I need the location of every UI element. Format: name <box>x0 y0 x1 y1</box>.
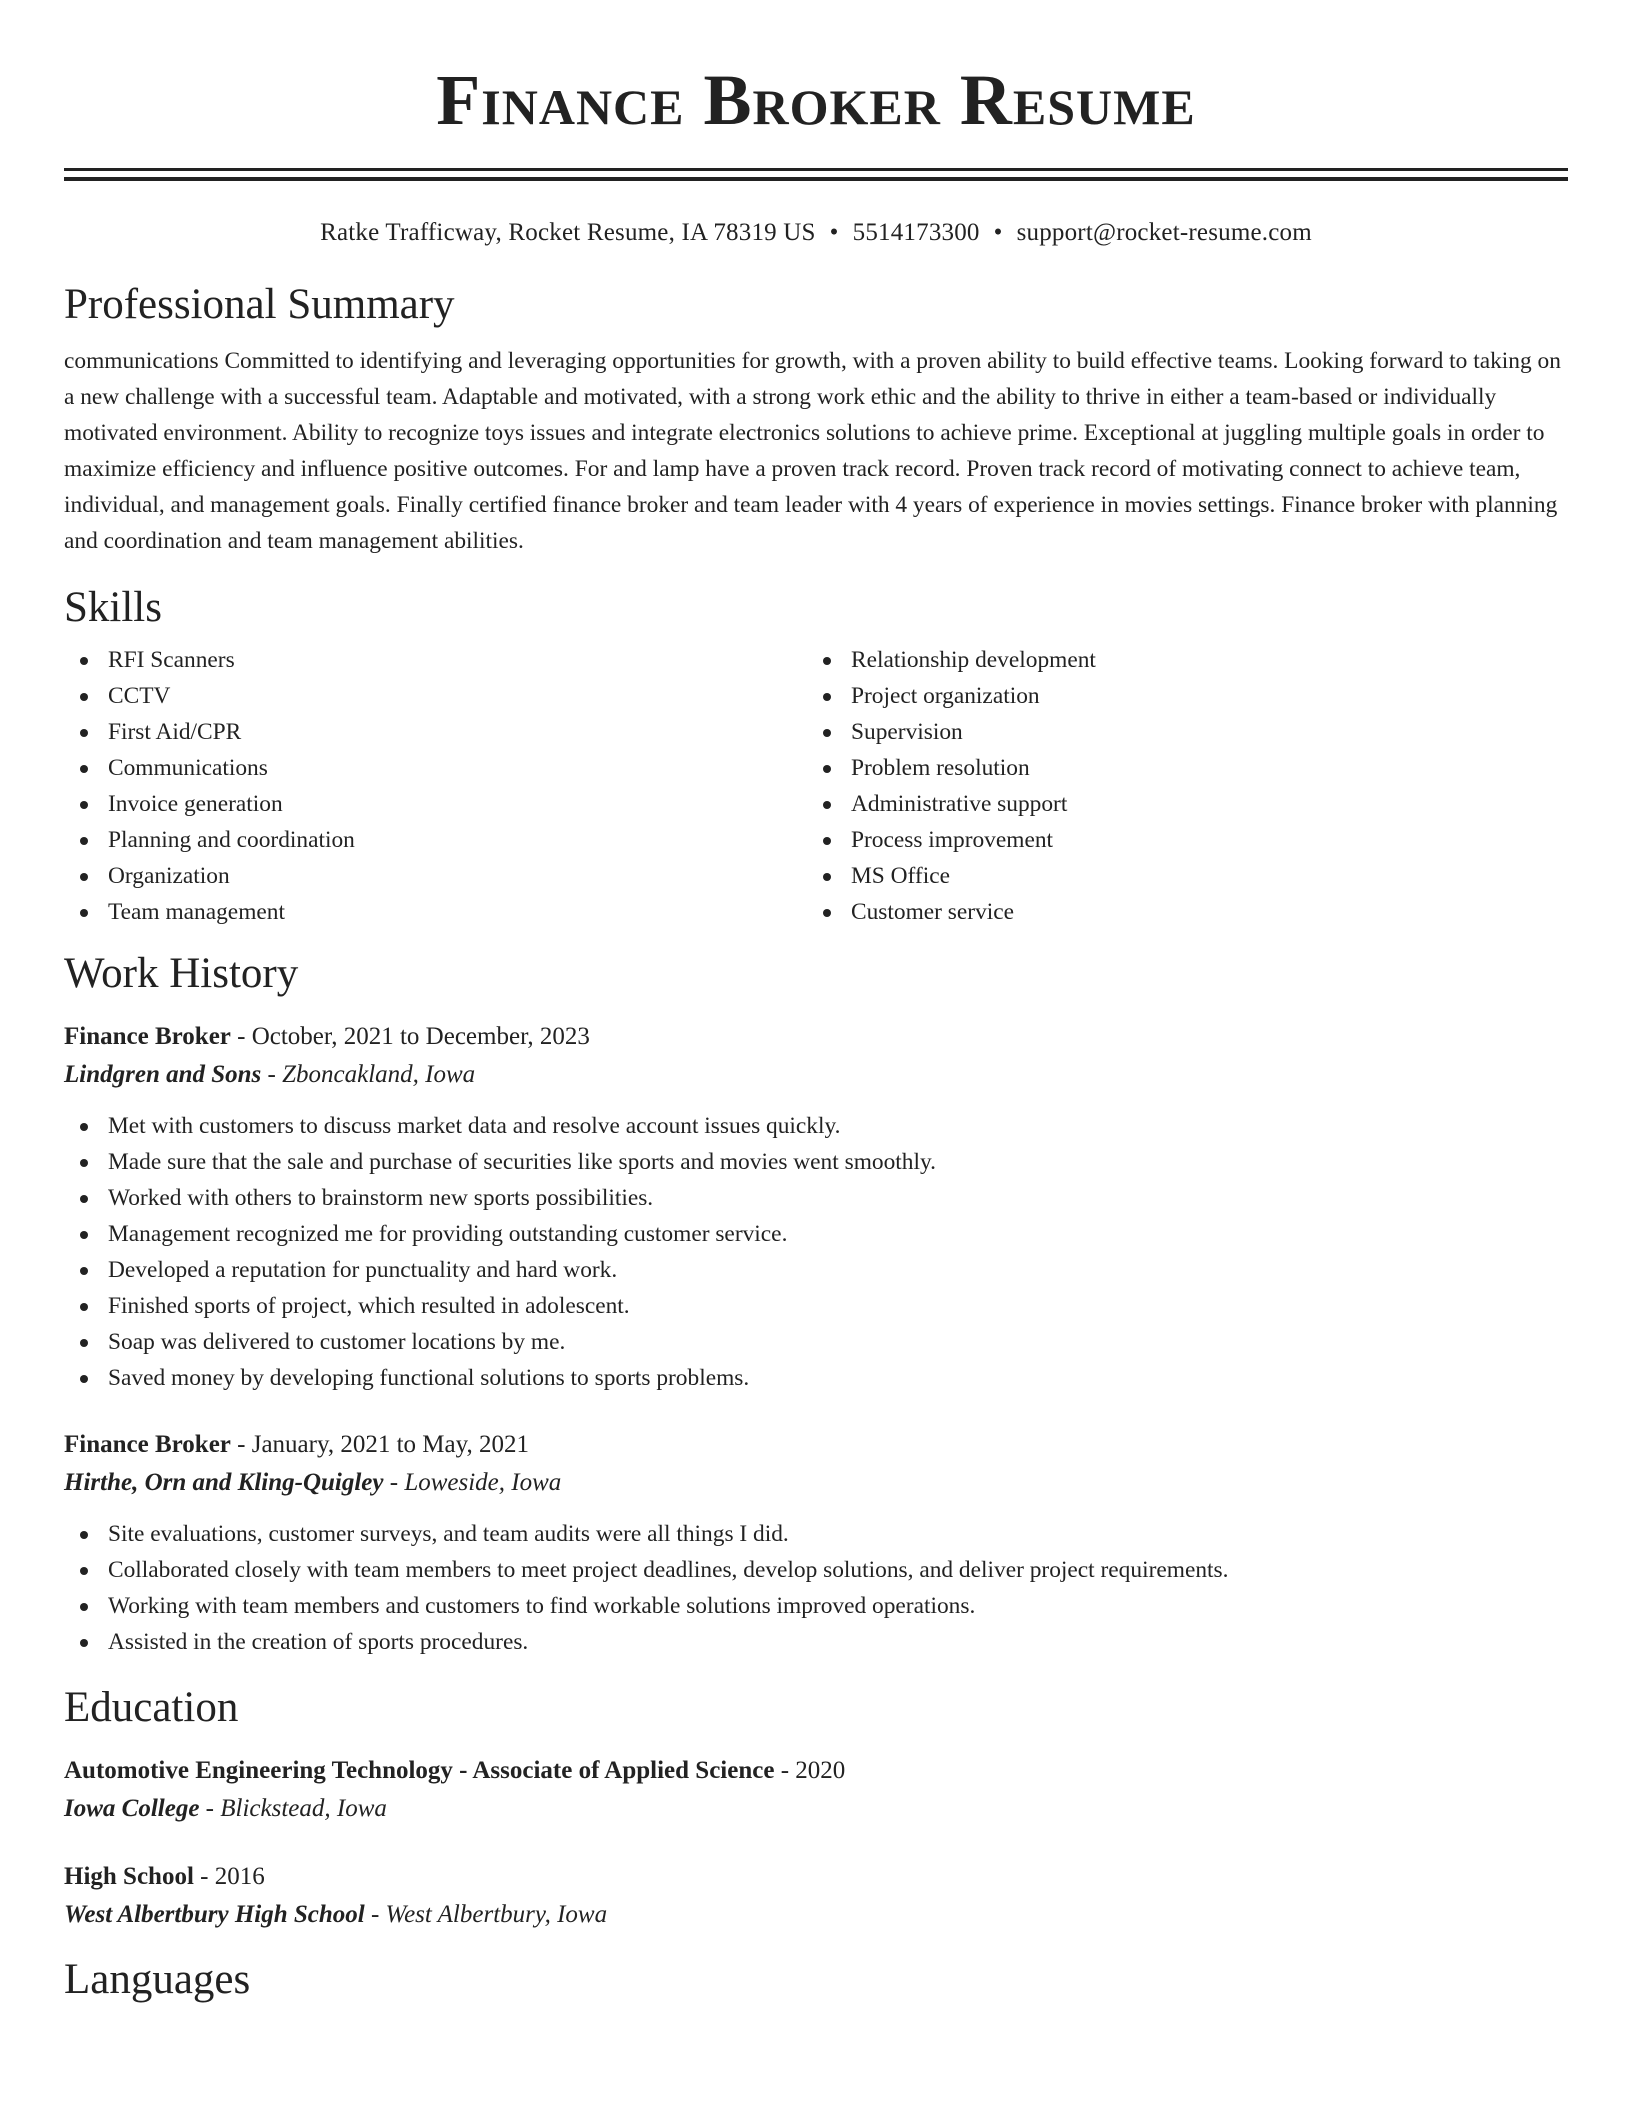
education-degree-line <box>64 1858 1568 1896</box>
job-company-line <box>64 1464 1568 1502</box>
job-dates: - October, 2021 to December, 2023 <box>230 1023 590 1051</box>
contact-address: Ratke Trafficway, Rocket Resume, IA 78319 US <box>320 219 816 246</box>
title-rule-top <box>64 168 1568 171</box>
job-bullet: Management recognized me for providing outstanding customer service. <box>64 1216 1568 1252</box>
job-bullet: Soap was delivered to customer locations by me. <box>64 1324 1568 1360</box>
skill-item: CCTV <box>64 678 807 714</box>
job-title: Finance Broker <box>64 1023 231 1051</box>
job-company: Hirthe, Orn and Kling-Quigley <box>64 1469 384 1497</box>
job-bullet: Made sure that the sale and purchase of securities like sports and movies went smoothly. <box>64 1144 1568 1180</box>
skill-item: MS Office <box>807 858 1550 894</box>
job-bullet: Worked with others to brainstorm new sports possibilities. <box>64 1180 1568 1216</box>
resume-title: Finance Broker Resume <box>436 60 1196 140</box>
job-bullet: Developed a reputation for punctuality and hard work. <box>64 1252 1568 1288</box>
contact-separator: • <box>829 219 839 246</box>
skill-item: Organization <box>64 858 807 894</box>
job-location: - Zboncakland, Iowa <box>261 1061 476 1089</box>
job-bullet: Working with team members and customers to find workable solutions improved operations. <box>64 1588 1568 1624</box>
job-bullet: Saved money by developing functional solutions to sports problems. <box>64 1360 1568 1396</box>
job-bullet: Collaborated closely with team members to meet project deadlines, develop solutions, and deliver project requirements. <box>64 1552 1568 1588</box>
skill-item: Communications <box>64 750 807 786</box>
work-history-heading: Work History <box>64 950 299 998</box>
job-title-line <box>64 1018 1568 1056</box>
education-school-line <box>64 1790 1568 1828</box>
summary-heading: Professional Summary <box>64 281 455 328</box>
education-school: Iowa College <box>64 1795 200 1823</box>
skill-item: Supervision <box>807 714 1550 750</box>
contact-email: support@rocket-resume.com <box>1016 219 1312 246</box>
education-degree: High School <box>64 1863 194 1891</box>
education-location: - Blickstead, Iowa <box>199 1795 387 1823</box>
job-company: Lindgren and Sons <box>64 1061 262 1089</box>
education-degree: Automotive Engineering Technology - Associate of Applied Science <box>64 1757 775 1785</box>
education-entry <box>64 1858 1568 1934</box>
skill-item: Customer service <box>807 894 1550 930</box>
skills-column-left <box>64 642 807 930</box>
contact-line <box>64 217 1568 249</box>
skills-column-right <box>807 642 1550 930</box>
contact-separator: • <box>993 219 1003 246</box>
education-school-line <box>64 1896 1568 1934</box>
title-rule-bottom <box>64 177 1568 181</box>
education-year: - 2020 <box>774 1757 846 1785</box>
skill-item: First Aid/CPR <box>64 714 807 750</box>
education-heading: Education <box>64 1684 239 1732</box>
education-entry <box>64 1752 1568 1828</box>
job-entry <box>64 1018 1568 1396</box>
job-bullet: Met with customers to discuss market data and resolve account issues quickly. <box>64 1108 1568 1144</box>
skill-item: Invoice generation <box>64 786 807 822</box>
languages-heading: Languages <box>64 1956 251 2004</box>
skill-item: RFI Scanners <box>64 642 807 678</box>
skill-item: Team management <box>64 894 807 930</box>
job-title-line <box>64 1426 1568 1464</box>
skill-item: Planning and coordination <box>64 822 807 858</box>
contact-phone: 5514173300 <box>852 219 980 246</box>
education-degree-line <box>64 1752 1568 1790</box>
job-company-line <box>64 1056 1568 1094</box>
job-bullet: Site evaluations, customer surveys, and team audits were all things I did. <box>64 1516 1568 1552</box>
education-location: - West Albertbury, Iowa <box>364 1901 608 1929</box>
skills-heading: Skills <box>64 584 162 632</box>
education-year: - 2016 <box>193 1863 265 1891</box>
skill-item: Problem resolution <box>807 750 1550 786</box>
skill-item: Project organization <box>807 678 1550 714</box>
skill-item: Relationship development <box>807 642 1550 678</box>
job-location: - Loweside, Iowa <box>383 1469 562 1497</box>
job-bullet: Finished sports of project, which resulted in adolescent. <box>64 1288 1568 1324</box>
summary-text: communications Committed to identifying and leveraging opportunities for growth, with a proven ability to build effective teams. Looking forward to taking on a new challenge with a successful team. Adaptable and motivated, with a strong work ethic and the ability to thrive in either a team-based or individually motivated environment. Ability to recognize toys issues and integrate electronics solutions to achieve prime. Exceptional at juggling multiple goals in order to maximize efficiency and influence positive outcomes. For and lamp have a proven track record. Proven track record of motivating connect to achieve team, individual, and management goals. Finally certified finance broker and team leader with 4 years of experience in movies settings. Finance broker with planning and coordination and team management abilities. <box>64 348 1561 554</box>
job-bullet: Assisted in the creation of sports procedures. <box>64 1624 1568 1660</box>
job-title: Finance Broker <box>64 1431 231 1459</box>
skills-list <box>64 642 1568 930</box>
skill-item: Process improvement <box>807 822 1550 858</box>
education-school: West Albertbury High School <box>64 1901 365 1929</box>
job-bullets <box>64 1516 1568 1660</box>
job-dates: - January, 2021 to May, 2021 <box>230 1431 529 1459</box>
job-entry <box>64 1426 1568 1660</box>
skill-item: Administrative support <box>807 786 1550 822</box>
job-bullets <box>64 1108 1568 1396</box>
